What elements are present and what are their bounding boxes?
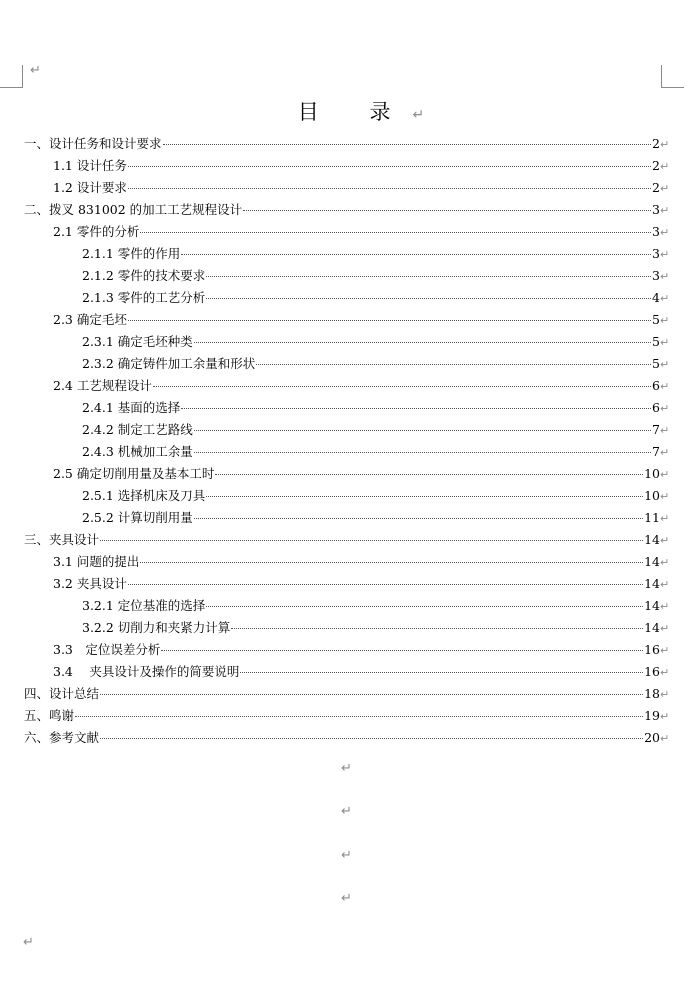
paragraph-mark: ↵ [660,226,670,239]
toc-dot-leader [194,517,643,519]
toc-entry-title: 2.4.3 机械加工余量 [82,444,193,459]
toc-entry[interactable] [24,705,670,727]
toc-dot-leader [128,165,651,167]
page-corner-mark-left [0,65,23,88]
paragraph-mark: ↵ [660,424,670,437]
toc-entry[interactable] [24,397,670,419]
toc-entry[interactable] [24,199,670,221]
toc-entry-page-number: 16 [644,642,660,657]
toc-entry-title: 3.1 问题的提出 [53,554,140,569]
toc-entry-title: 2.5 确定切削用量及基本工时 [53,466,215,481]
toc-entry-page-number: 3 [652,246,660,261]
toc-entry[interactable] [24,243,670,265]
toc-entry-title: 2.1.1 零件的作用 [82,246,181,261]
toc-entry[interactable] [24,661,670,683]
toc-entry-page-number: 14 [644,620,660,635]
toc-entry[interactable] [24,573,670,595]
toc-dot-leader [194,451,651,453]
toc-entry-page-number: 2 [652,180,660,195]
paragraph-mark: ↵ [660,358,670,371]
toc-dot-leader [194,429,651,431]
toc-entry-title: 六、参考文献 [24,730,100,745]
toc-entry-title: 2.1.2 零件的技术要求 [82,268,206,283]
page-corner-mark-right [661,65,684,88]
table-of-contents [24,133,670,749]
paragraph-mark: ↵ [660,666,670,679]
paragraph-mark: ↵ [660,688,670,701]
toc-entry-title: 3.2 夹具设计 [53,576,127,591]
toc-entry[interactable] [24,177,670,199]
toc-dot-leader [231,627,643,629]
toc-entry-title: 四、设计总结 [24,686,100,701]
toc-entry[interactable] [24,375,670,397]
toc-dot-leader [140,561,643,563]
toc-entry-page-number: 14 [644,598,660,613]
paragraph-mark: ↵ [660,490,670,503]
toc-entry-page-number: 2 [652,136,660,151]
toc-entry[interactable] [24,287,670,309]
toc-dot-leader [256,363,651,365]
toc-entry-title: 3.2.1 定位基准的选择 [82,598,206,613]
paragraph-mark: ↵ [660,732,670,745]
toc-dot-leader [163,143,652,145]
toc-dot-leader [128,319,651,321]
page-title [0,99,700,128]
toc-entry-page-number: 10 [644,466,660,481]
toc-entry-title: 2.4.2 制定工艺路线 [82,422,193,437]
paragraph-mark: ↵ [660,534,670,547]
toc-entry-title: 3.2.2 切削力和夹紧力计算 [82,620,231,635]
toc-entry-page-number: 11 [644,510,660,525]
toc-dot-leader [181,253,651,255]
paragraph-mark: ↵ [341,848,352,863]
toc-entry[interactable] [24,331,670,353]
paragraph-mark: ↵ [660,182,670,195]
toc-entry-page-number: 14 [644,576,660,591]
toc-entry[interactable] [24,155,670,177]
paragraph-mark: ↵ [660,578,670,591]
toc-entry-page-number: 5 [652,312,660,327]
toc-entry-page-number: 18 [644,686,660,701]
paragraph-mark: ↵ [660,204,670,217]
paragraph-mark: ↵ [23,935,34,950]
toc-dot-leader [194,341,651,343]
toc-entry-title: 3.4 夹具设计及操作的简要说明 [53,664,240,679]
toc-entry-page-number: 6 [652,378,660,393]
toc-dot-leader [206,297,651,299]
toc-entry-page-number: 3 [652,202,660,217]
paragraph-mark: ↵ [660,270,670,283]
toc-entry-page-number: 16 [644,664,660,679]
toc-entry-page-number: 7 [652,444,660,459]
toc-dot-leader [140,231,651,233]
toc-entry[interactable] [24,551,670,573]
paragraph-mark: ↵ [660,248,670,261]
toc-dot-leader [240,671,643,673]
paragraph-mark: ↵ [341,891,352,906]
toc-dot-leader [243,209,651,211]
toc-entry[interactable] [24,265,670,287]
paragraph-mark: ↵ [660,292,670,305]
toc-entry-page-number: 14 [644,554,660,569]
toc-entry-title: 2.3.1 确定毛坯种类 [82,334,193,349]
toc-dot-leader [128,583,643,585]
toc-entry-title: 3.3 定位误差分析 [53,642,161,657]
paragraph-mark: ↵ [660,556,670,569]
toc-entry-page-number: 20 [644,730,660,745]
toc-entry-page-number: 14 [644,532,660,547]
toc-entry[interactable] [24,507,670,529]
toc-entry[interactable] [24,529,670,551]
paragraph-mark: ↵ [660,644,670,657]
paragraph-mark: ↵ [660,600,670,613]
toc-dot-leader [161,649,643,651]
toc-entry-title: 1.2 设计要求 [53,180,127,195]
toc-entry-page-number: 19 [644,708,660,723]
paragraph-mark: ↵ [412,107,425,123]
toc-dot-leader [75,715,643,717]
toc-entry-title: 二、拨叉 831002 的加工工艺规程设计 [24,202,243,217]
toc-entry[interactable] [24,133,670,155]
paragraph-mark: ↵ [660,512,670,525]
toc-entry[interactable] [24,485,670,507]
toc-entry[interactable] [24,353,670,375]
toc-dot-leader [100,737,643,739]
toc-entry-title: 2.1.3 零件的工艺分析 [82,290,206,305]
toc-entry-page-number: 10 [644,488,660,503]
toc-dot-leader [100,539,643,541]
toc-entry-title: 2.1 零件的分析 [53,224,140,239]
toc-dot-leader [206,495,643,497]
toc-dot-leader [100,693,643,695]
paragraph-mark: ↵ [341,761,352,776]
toc-entry[interactable] [24,463,670,485]
paragraph-mark: ↵ [660,710,670,723]
toc-entry-title: 1.1 设计任务 [53,158,127,173]
toc-entry[interactable] [24,309,670,331]
page-title-text: 目 录 [297,100,413,124]
toc-entry-title: 2.3.2 确定铸件加工余量和形状 [82,356,256,371]
paragraph-mark: ↵ [660,138,670,151]
toc-entry-title: 2.5.1 选择机床及刀具 [82,488,206,503]
paragraph-mark: ↵ [660,402,670,415]
toc-entry-page-number: 4 [652,290,660,305]
toc-entry[interactable] [24,639,670,661]
toc-entry[interactable] [24,221,670,243]
toc-entry-page-number: 6 [652,400,660,415]
toc-entry-page-number: 3 [652,224,660,239]
toc-entry[interactable] [24,683,670,705]
paragraph-mark: ↵ [660,446,670,459]
toc-entry-title: 2.4 工艺规程设计 [53,378,152,393]
toc-entry[interactable] [24,595,670,617]
toc-entry-page-number: 7 [652,422,660,437]
toc-entry-title: 2.5.2 计算切削用量 [82,510,193,525]
toc-entry[interactable] [24,727,670,749]
toc-dot-leader [206,275,651,277]
toc-entry-page-number: 2 [652,158,660,173]
paragraph-mark: ↵ [30,63,41,78]
paragraph-mark: ↵ [660,380,670,393]
paragraph-mark: ↵ [660,314,670,327]
toc-dot-leader [181,407,651,409]
toc-entry-page-number: 5 [652,334,660,349]
paragraph-mark: ↵ [660,160,670,173]
toc-entry-title: 2.3 确定毛坯 [53,312,127,327]
toc-dot-leader [215,473,643,475]
toc-entry[interactable] [24,419,670,441]
paragraph-mark: ↵ [660,622,670,635]
toc-entry-page-number: 5 [652,356,660,371]
toc-dot-leader [128,187,651,189]
toc-dot-leader [206,605,643,607]
toc-entry-page-number: 3 [652,268,660,283]
toc-entry-title: 2.4.1 基面的选择 [82,400,181,415]
paragraph-mark: ↵ [341,804,352,819]
toc-entry[interactable] [24,441,670,463]
toc-entry-title: 三、夹具设计 [24,532,100,547]
toc-entry[interactable] [24,617,670,639]
toc-dot-leader [153,385,651,387]
toc-entry-title: 一、设计任务和设计要求 [24,136,162,151]
paragraph-mark: ↵ [660,468,670,481]
toc-entry-title: 五、鸣谢 [24,708,75,723]
paragraph-mark: ↵ [660,336,670,349]
